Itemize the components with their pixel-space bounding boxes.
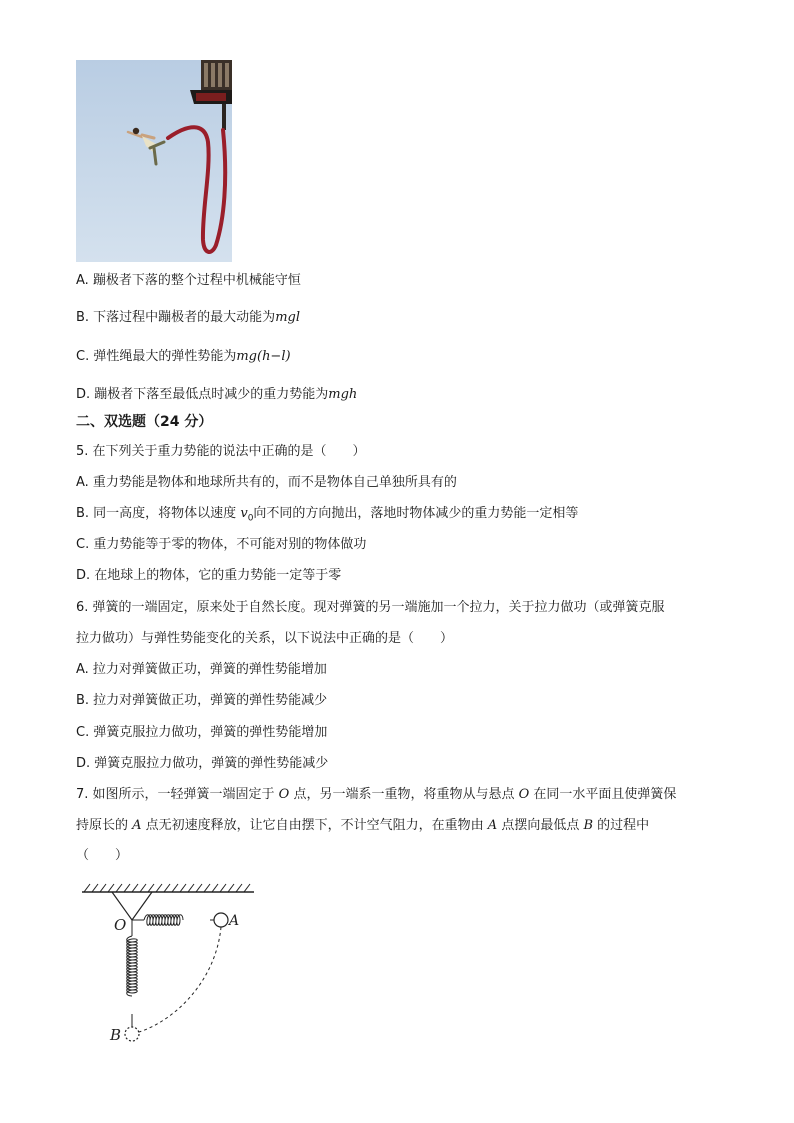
q7-stem-line2: 持原长的 A 点无初速度释放，让它自由摆下，不计空气阻力，在重物由 A 点摆向最低点 B 的过程中	[76, 818, 650, 833]
q4-option-a: A. 蹦极者下落的整个过程中机械能守恒	[76, 273, 301, 288]
q7-stem-line3: （ ）	[76, 848, 129, 863]
q5-option-b: B. 同一高度，将物体以速度 $v_0$向不同的方向抛出，落地时物体减少的重力势能一定相等	[76, 506, 579, 524]
q4-option-d: D. 蹦极者下落至最低点时减少的重力势能为mgh	[76, 387, 358, 402]
q6-stem-line2: 拉力做功）与弹性势能变化的关系，以下说法中正确的是（ ）	[76, 631, 454, 646]
q6-option-b: B. 拉力对弹簧做正功，弹簧的弹性势能减少	[76, 693, 328, 708]
q5-stem: 5. 在下列关于重力势能的说法中正确的是（ ）	[76, 444, 366, 459]
q7-stem-line1: 7. 如图所示，一轻弹簧一端固定于 O 点，另一端系一重物，将重物从与悬点 O 在同一水平面且使弹簧保	[76, 787, 677, 802]
q5-option-a: A. 重力势能是物体和地球所共有的，而不是物体自己单独所具有的	[76, 475, 457, 490]
label-o: O	[114, 916, 127, 934]
q4-option-c: C. 弹性绳最大的弹性势能为mg(h−l)	[76, 349, 291, 364]
spring-pendulum-diagram	[76, 880, 266, 1048]
q5-option-c: C. 重力势能等于零的物体，不可能对别的物体做功	[76, 537, 367, 552]
q6-stem-line1: 6. 弹簧的一端固定，原来处于自然长度。现对弹簧的另一端施加一个拉力，关于拉力做功（或弹簧克服	[76, 600, 665, 615]
q6-option-c: C. 弹簧克服拉力做功，弹簧的弹性势能增加	[76, 725, 328, 740]
q6-option-a: A. 拉力对弹簧做正功，弹簧的弹性势能增加	[76, 662, 327, 677]
section-heading: 二、双选题（24 分）	[76, 414, 213, 430]
label-b: B	[110, 1026, 122, 1044]
bungee-jump-photo	[76, 60, 232, 262]
q6-option-d: D. 弹簧克服拉力做功，弹簧的弹性势能减少	[76, 756, 329, 771]
label-a: A	[229, 913, 240, 929]
q5-option-d: D. 在地球上的物体，它的重力势能一定等于零	[76, 568, 342, 583]
q4-option-b: B. 下落过程中蹦极者的最大动能为mgl	[76, 310, 300, 325]
